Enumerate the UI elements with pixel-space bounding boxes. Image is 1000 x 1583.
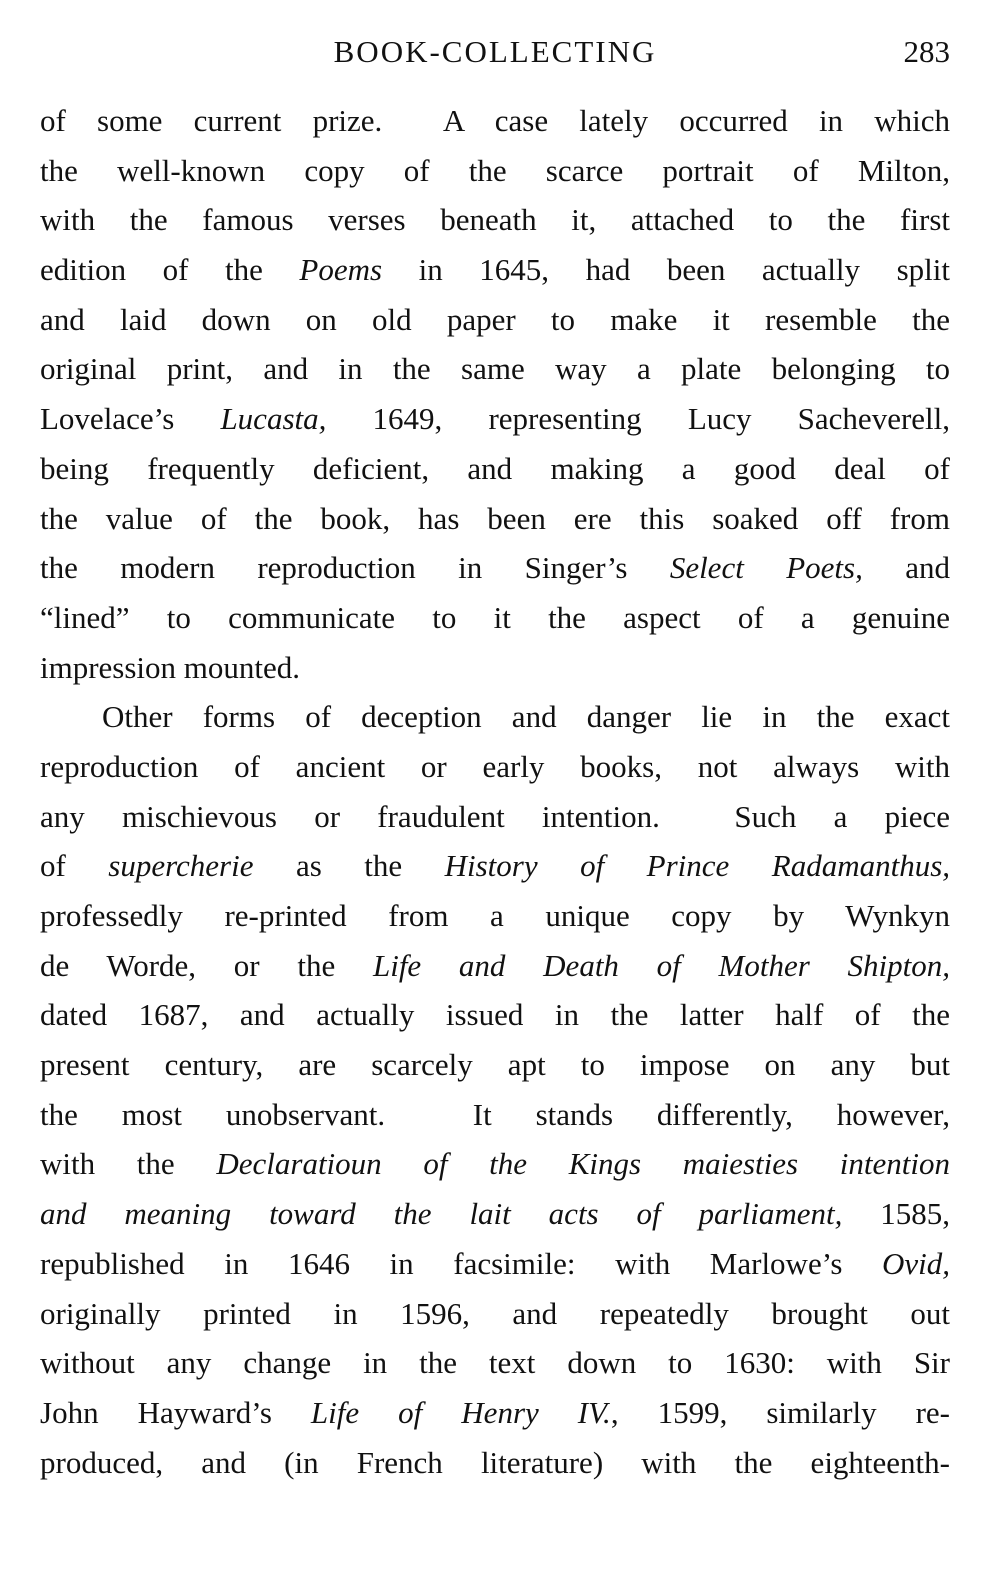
text-line [40,792,950,842]
italic-text: History of Prince Radamanthus, [444,848,950,884]
text-span: , 1599, similarly re- [610,1394,950,1430]
text-line [40,593,950,643]
text-span: professedly re-printed from a unique copy by Wynkyn [40,898,950,933]
text-line [40,941,950,991]
text-span: and laid down on old paper to make it resemble the [40,301,950,337]
text-span: 1649, representing Lucy Sacheverell, [326,401,950,437]
running-title: BOOK-COLLECTING [333,34,657,69]
text-span: with the famous verses beneath it, attached to the first [40,202,950,238]
text-line [40,96,950,146]
text-line [40,742,950,792]
text-line [40,245,950,295]
text-span: the well-known copy of the scarce portrait of Milton, [40,152,950,188]
text-line [40,394,950,444]
text-line [40,990,950,1040]
text-line [40,841,950,891]
text-line [40,1139,950,1189]
text-span: 1585, [842,1196,950,1232]
text-span: Lovelace’s [40,401,221,437]
text-line [40,1040,950,1090]
text-line [40,891,950,941]
text-line [40,344,950,394]
italic-text: Poems [299,252,383,288]
italic-text: Lucasta, [220,401,327,437]
text-line [40,195,950,245]
text-span: impression mounted. [40,649,301,685]
text-span: edition of the [40,252,300,288]
italic-text: Declaratioun of the Kings maiesties intention [216,1146,950,1182]
text-span: without any change in the text down to 1630: with Sir [40,1345,950,1381]
text-line [40,643,950,693]
text-span: de Worde, or the [40,947,373,983]
book-page [40,0,950,1583]
text-span: of [40,848,109,884]
italic-text: Ovid, [881,1245,950,1281]
text-span: original print, and in the same way a plate belonging to [40,351,950,387]
italic-text: Life of Henry IV. [310,1394,611,1430]
text-span: the modern reproduction in Singer’s [40,550,670,586]
text-line [40,1239,950,1289]
text-span: republished in 1646 in facsimile: with Marlowe’s [40,1245,882,1281]
text-line [40,1388,950,1438]
text-span: of some current prize. A case lately occurred in which [40,103,950,138]
text-span: produced, and (in French literature) with the eighteenth- [40,1444,950,1480]
text-line [40,295,950,345]
text-span: the value of the book, has been ere this soaked off from [40,500,950,536]
text-line [40,494,950,544]
text-span: in 1645, had been actually split [382,252,950,288]
italic-text: Select Poets, [669,550,863,586]
text-span: any mischievous or fraudulent intention. Such a piece [40,798,950,834]
text-line [40,692,950,742]
italic-text: supercherie [108,848,254,884]
text-span: John Hayward’s [40,1394,311,1430]
text-span: dated 1687, and actually issued in the latter half of the [40,997,950,1033]
page-number: 283 [903,34,950,69]
text-line [40,543,950,593]
text-span: as the [253,848,445,884]
text-span: with the [40,1146,217,1182]
text-line [40,146,950,196]
text-span: Other forms of deception and danger lie in the exact [102,699,950,735]
italic-text: Life and Death of Mother Shipton, [372,947,950,983]
text-span: the most unobservant. It stands differently, however, [40,1096,950,1132]
body-text [40,96,950,1487]
text-span: originally printed in 1596, and repeatedly brought out [40,1295,950,1331]
text-span: present century, are scarcely apt to impose on any but [40,1047,950,1083]
italic-text: and meaning toward the lait acts of parliament, [40,1196,843,1232]
text-line [40,1090,950,1140]
text-line [40,1338,950,1388]
text-span: being frequently deficient, and making a good deal of [40,450,950,486]
text-span: reproduction of ancient or early books, not always with [40,748,950,784]
text-line [40,1189,950,1239]
running-head [40,28,950,76]
text-line [40,1289,950,1339]
text-line [40,1438,950,1488]
text-span: “lined” to communicate to it the aspect of a genuine [40,599,950,635]
text-span: and [862,550,950,586]
text-line [40,444,950,494]
